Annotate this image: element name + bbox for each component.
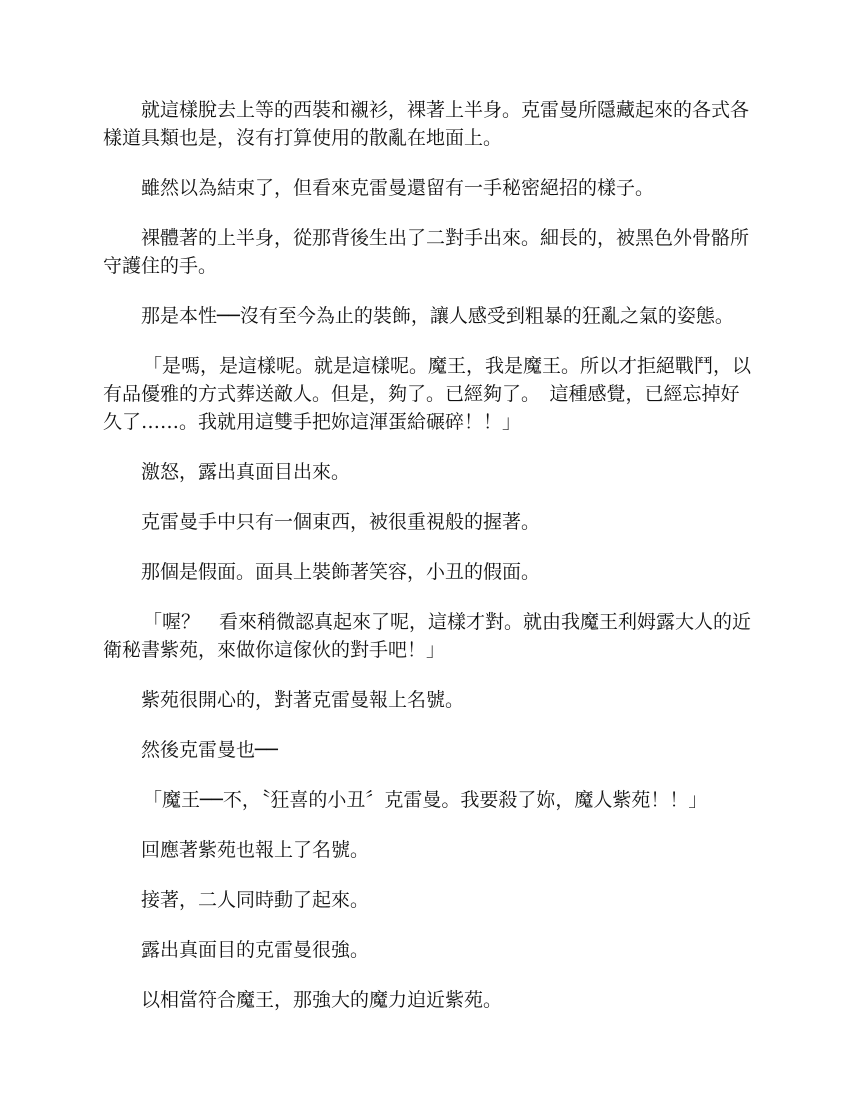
paragraph-9-dialogue: 「喔？ 看來稍微認真起來了呢，這樣才對。就由我魔王利姆露大人的近衛秘書紫苑，來做你這傢伙的對手吧！」 (103, 611, 752, 661)
paragraph-5-dialogue: 「是嗎，是這樣呢。就是這樣呢。魔王，我是魔王。所以才拒絕戰鬥，以有品優雅的方式葬送敵人。但是，夠了。已經夠了。 這種感覺，已經忘掉好久了……。我就用這雙手把妳這渾蛋給碾碎！！」 (103, 355, 752, 433)
paragraph-14: 接著，二人同時動了起來。 (141, 889, 370, 911)
paragraph-13: 回應著紫苑也報上了名號。 (141, 839, 370, 861)
paragraph-1: 就這樣脫去上等的西裝和襯衫，裸著上半身。克雷曼所隱藏起來的各式各樣道具類也是，沒有打算使用的散亂在地面上。 (103, 99, 750, 149)
paragraph-10: 紫苑很開心的，對著克雷曼報上名號。 (141, 689, 465, 711)
paragraph-3: 裸體著的上半身，從那背後生出了二對手出來。細長的，被黑色外骨骼所守護住的手。 (103, 227, 750, 277)
paragraph-11: 然後克雷曼也── (141, 739, 278, 761)
paragraph-4: 那是本性──沒有至今為止的裝飾，讓人感受到粗暴的狂亂之氣的姿態。 (141, 305, 734, 327)
paragraph-8: 那個是假面。面具上裝飾著笑容，小丑的假面。 (141, 561, 541, 583)
paragraph-16: 以相當符合魔王，那強大的魔力迫近紫苑。 (141, 989, 503, 1011)
document-body (103, 96, 753, 1036)
paragraph-7: 克雷曼手中只有一個東西，被很重視般的握著。 (141, 511, 541, 533)
paragraph-12-dialogue: 「魔王──不，〝狂喜的小丑〞克雷曼。我要殺了妳，魔人紫苑！！」 (143, 789, 708, 811)
paragraph-15: 露出真面目的克雷曼很強。 (141, 939, 370, 961)
paragraph-6: 激怒，露出真面目出來。 (141, 461, 351, 483)
paragraph-2: 雖然以為結束了，但看來克雷曼還留有一手秘密絕招的樣子。 (141, 177, 655, 199)
